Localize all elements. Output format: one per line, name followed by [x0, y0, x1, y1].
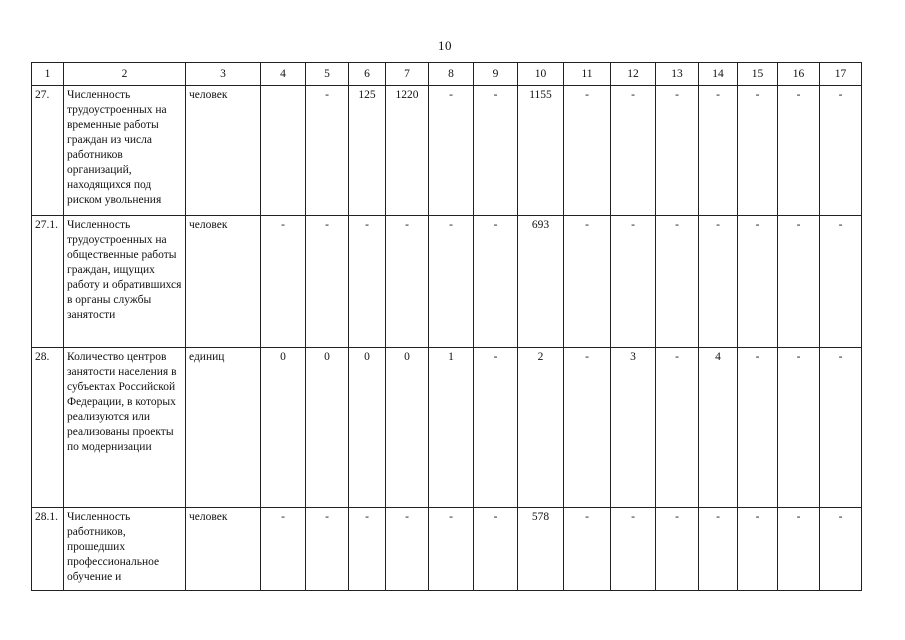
column-header: 6 — [349, 63, 386, 86]
column-header: 10 — [518, 63, 564, 86]
unit-cell: человек — [186, 216, 261, 348]
header-row — [32, 63, 862, 86]
value-cell: - — [306, 508, 349, 591]
value-cell: - — [820, 348, 862, 508]
value-cell: - — [564, 508, 611, 591]
unit-cell: человек — [186, 86, 261, 216]
table-row — [32, 86, 862, 216]
value-cell: - — [474, 86, 518, 216]
value-cell: 0 — [386, 348, 429, 508]
column-header: 2 — [64, 63, 186, 86]
column-header: 12 — [611, 63, 656, 86]
value-cell: - — [306, 86, 349, 216]
value-cell: - — [820, 508, 862, 591]
data-table — [31, 62, 862, 591]
value-cell: - — [656, 508, 699, 591]
value-cell: - — [564, 86, 611, 216]
value-cell: - — [611, 216, 656, 348]
column-header: 4 — [261, 63, 306, 86]
value-cell: 2 — [518, 348, 564, 508]
column-header: 15 — [738, 63, 778, 86]
row-number: 28. — [32, 348, 64, 508]
value-cell: 693 — [518, 216, 564, 348]
column-header: 1 — [32, 63, 64, 86]
value-cell: - — [564, 216, 611, 348]
value-cell: - — [699, 508, 738, 591]
value-cell: - — [349, 508, 386, 591]
value-cell: - — [778, 216, 820, 348]
row-number: 27.1. — [32, 216, 64, 348]
indicator-name: Численность трудоустроенных на временные работы граждан из числа работников организаций, находящихся под риском увольнения — [64, 86, 186, 216]
value-cell: - — [656, 348, 699, 508]
value-cell: - — [738, 86, 778, 216]
column-header: 3 — [186, 63, 261, 86]
indicator-name: Численность трудоустроенных на общественные работы граждан, ищущих работу и обратившихся в органы службы занятости — [64, 216, 186, 348]
indicator-name: Численность работников, прошедших профессиональное обучение и — [64, 508, 186, 591]
value-cell: 1 — [429, 348, 474, 508]
value-cell: 3 — [611, 348, 656, 508]
value-cell: - — [656, 86, 699, 216]
value-cell: 4 — [699, 348, 738, 508]
value-cell: - — [611, 508, 656, 591]
table-row — [32, 348, 862, 508]
value-cell: 1155 — [518, 86, 564, 216]
value-cell: - — [564, 348, 611, 508]
unit-cell: человек — [186, 508, 261, 591]
value-cell: - — [474, 508, 518, 591]
row-number: 28.1. — [32, 508, 64, 591]
value-cell: - — [820, 86, 862, 216]
table-row — [32, 508, 862, 591]
value-cell: - — [656, 216, 699, 348]
value-cell: 0 — [349, 348, 386, 508]
indicator-name: Количество центров занятости населения в субъектах Российской Федерации, в которых реализуются или реализованы проекты по модернизации — [64, 348, 186, 508]
value-cell: - — [474, 348, 518, 508]
table-row — [32, 216, 862, 348]
column-header: 13 — [656, 63, 699, 86]
value-cell: - — [778, 86, 820, 216]
value-cell: - — [386, 216, 429, 348]
value-cell: - — [820, 216, 862, 348]
value-cell: 0 — [306, 348, 349, 508]
value-cell: - — [349, 216, 386, 348]
value-cell: - — [261, 216, 306, 348]
column-header: 7 — [386, 63, 429, 86]
column-header: 17 — [820, 63, 862, 86]
value-cell: - — [699, 86, 738, 216]
column-header: 11 — [564, 63, 611, 86]
value-cell — [261, 86, 306, 216]
value-cell: 125 — [349, 86, 386, 216]
value-cell: - — [778, 348, 820, 508]
value-cell: - — [738, 348, 778, 508]
value-cell: - — [306, 216, 349, 348]
value-cell: - — [699, 216, 738, 348]
column-header: 9 — [474, 63, 518, 86]
value-cell: - — [474, 216, 518, 348]
column-header: 14 — [699, 63, 738, 86]
value-cell: - — [429, 216, 474, 348]
value-cell: - — [738, 216, 778, 348]
value-cell: 1220 — [386, 86, 429, 216]
value-cell: 578 — [518, 508, 564, 591]
value-cell: - — [738, 508, 778, 591]
value-cell: - — [261, 508, 306, 591]
value-cell: - — [778, 508, 820, 591]
page-number: 10 — [438, 38, 452, 53]
column-header: 16 — [778, 63, 820, 86]
value-cell: - — [386, 508, 429, 591]
value-cell: 0 — [261, 348, 306, 508]
column-header: 8 — [429, 63, 474, 86]
value-cell: - — [611, 86, 656, 216]
value-cell: - — [429, 508, 474, 591]
column-header: 5 — [306, 63, 349, 86]
unit-cell: единиц — [186, 348, 261, 508]
row-number: 27. — [32, 86, 64, 216]
value-cell: - — [429, 86, 474, 216]
